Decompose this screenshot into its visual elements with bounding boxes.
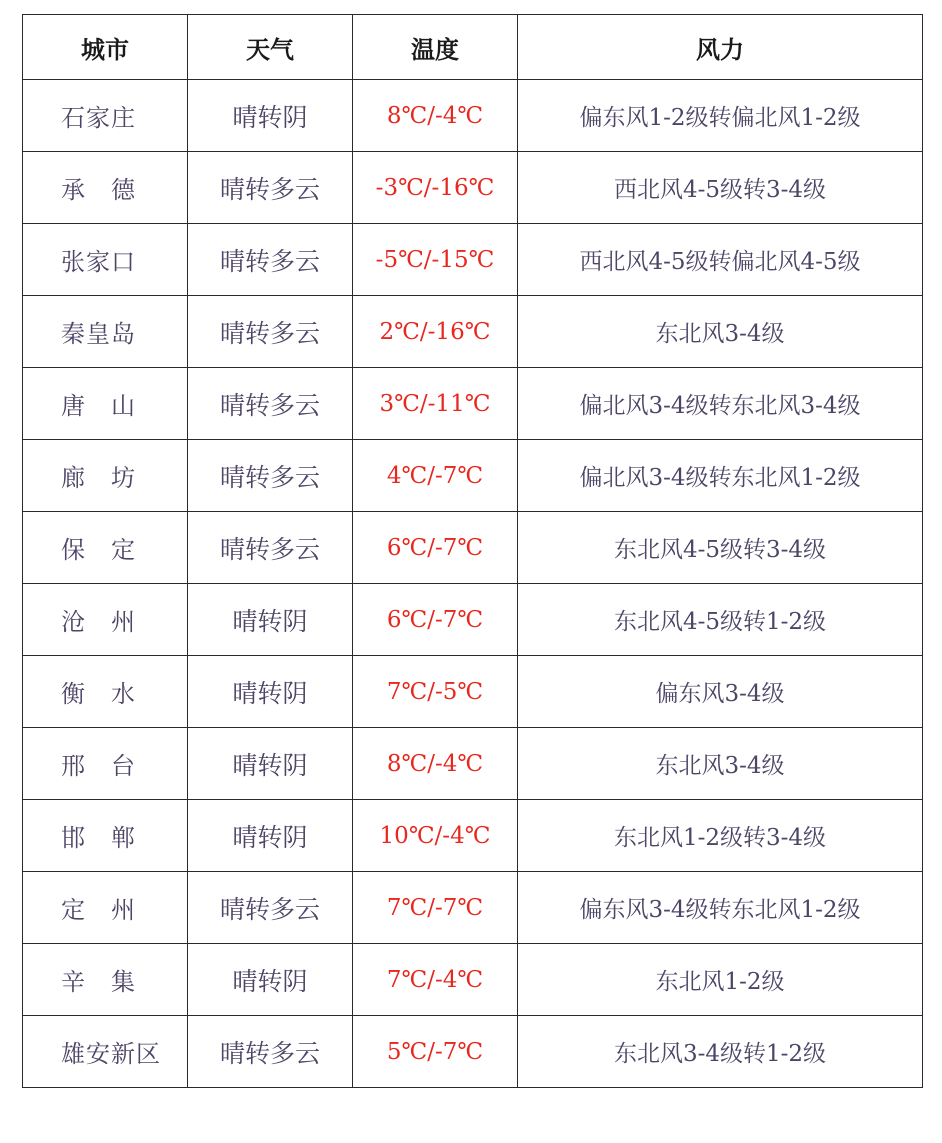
temperature-cell: 6℃/-7℃ [353, 584, 518, 656]
weather-cell: 晴转多云 [188, 512, 353, 584]
table-row [23, 224, 923, 296]
column-header-weather: 天气 [188, 15, 353, 80]
wind-cell: 偏北风3-4级转东北风3-4级 [518, 368, 923, 440]
weather-cell: 晴转阴 [188, 800, 353, 872]
city-cell: 石家庄 [23, 80, 188, 152]
temperature-cell: 7℃/-7℃ [353, 872, 518, 944]
table-row [23, 296, 923, 368]
temperature-cell: 5℃/-7℃ [353, 1016, 518, 1088]
table-row [23, 512, 923, 584]
wind-cell: 东北风4-5级转3-4级 [518, 512, 923, 584]
column-header-wind: 风力 [518, 15, 923, 80]
city-cell: 秦皇岛 [23, 296, 188, 368]
city-cell: 承 德 [23, 152, 188, 224]
wind-cell: 东北风1-2级 [518, 944, 923, 1016]
header-row [23, 15, 923, 80]
city-cell: 邢 台 [23, 728, 188, 800]
wind-cell: 东北风3-4级 [518, 728, 923, 800]
table-row [23, 656, 923, 728]
table-row [23, 152, 923, 224]
weather-cell: 晴转多云 [188, 440, 353, 512]
wind-cell: 偏东风3-4级 [518, 656, 923, 728]
temperature-cell: 10℃/-4℃ [353, 800, 518, 872]
table-row [23, 584, 923, 656]
temperature-cell: 2℃/-16℃ [353, 296, 518, 368]
temperature-cell: 8℃/-4℃ [353, 728, 518, 800]
table-row [23, 440, 923, 512]
city-cell: 保 定 [23, 512, 188, 584]
weather-cell: 晴转阴 [188, 728, 353, 800]
table-body [23, 80, 923, 1088]
city-cell: 张家口 [23, 224, 188, 296]
weather-cell: 晴转阴 [188, 584, 353, 656]
wind-cell: 西北风4-5级转偏北风4-5级 [518, 224, 923, 296]
weather-cell: 晴转阴 [188, 80, 353, 152]
weather-forecast-table [22, 14, 923, 1088]
temperature-cell: -3℃/-16℃ [353, 152, 518, 224]
wind-cell: 东北风3-4级 [518, 296, 923, 368]
weather-cell: 晴转多云 [188, 368, 353, 440]
table-row [23, 944, 923, 1016]
city-cell: 邯 郸 [23, 800, 188, 872]
city-cell: 沧 州 [23, 584, 188, 656]
weather-cell: 晴转多云 [188, 152, 353, 224]
city-cell: 辛 集 [23, 944, 188, 1016]
table-row [23, 80, 923, 152]
table-row [23, 800, 923, 872]
table-row [23, 368, 923, 440]
wind-cell: 东北风4-5级转1-2级 [518, 584, 923, 656]
temperature-cell: 7℃/-5℃ [353, 656, 518, 728]
temperature-cell: 7℃/-4℃ [353, 944, 518, 1016]
weather-cell: 晴转多云 [188, 1016, 353, 1088]
weather-cell: 晴转多云 [188, 296, 353, 368]
table-row [23, 728, 923, 800]
temperature-cell: -5℃/-15℃ [353, 224, 518, 296]
temperature-cell: 4℃/-7℃ [353, 440, 518, 512]
city-cell: 雄安新区 [23, 1016, 188, 1088]
weather-forecast-table-container [22, 14, 922, 1088]
temperature-cell: 8℃/-4℃ [353, 80, 518, 152]
wind-cell: 偏北风3-4级转东北风1-2级 [518, 440, 923, 512]
temperature-cell: 6℃/-7℃ [353, 512, 518, 584]
wind-cell: 偏东风3-4级转东北风1-2级 [518, 872, 923, 944]
weather-cell: 晴转阴 [188, 656, 353, 728]
city-cell: 唐 山 [23, 368, 188, 440]
column-header-temperature: 温度 [353, 15, 518, 80]
wind-cell: 偏东风1-2级转偏北风1-2级 [518, 80, 923, 152]
wind-cell: 西北风4-5级转3-4级 [518, 152, 923, 224]
table-row [23, 872, 923, 944]
temperature-cell: 3℃/-11℃ [353, 368, 518, 440]
table-header [23, 15, 923, 80]
city-cell: 廊 坊 [23, 440, 188, 512]
wind-cell: 东北风3-4级转1-2级 [518, 1016, 923, 1088]
weather-cell: 晴转阴 [188, 944, 353, 1016]
wind-cell: 东北风1-2级转3-4级 [518, 800, 923, 872]
city-cell: 定 州 [23, 872, 188, 944]
table-row [23, 1016, 923, 1088]
weather-cell: 晴转多云 [188, 224, 353, 296]
city-cell: 衡 水 [23, 656, 188, 728]
weather-cell: 晴转多云 [188, 872, 353, 944]
column-header-city: 城市 [23, 15, 188, 80]
